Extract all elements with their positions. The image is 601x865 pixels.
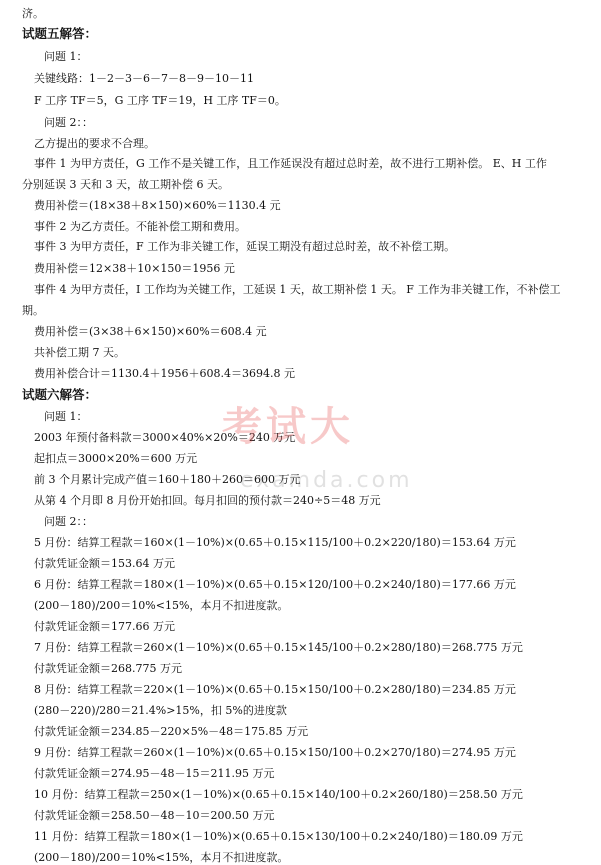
text-line: (200－180)/200＝10%<15%，本月不扣进度款。	[34, 599, 289, 612]
text-line: 10 月份：结算工程款＝250×(1－10%)×(0.65＋0.15×140/100＋0.2×260/180)＝258.50 万元	[34, 788, 523, 801]
text-line: 分别延误 3 天和 3 天，故工期补偿 6 天。	[22, 178, 229, 191]
text-line: 2003 年预付备料款＝3000×40%×20%＝240 万元	[34, 431, 296, 444]
text-line: 6 月份：结算工程款＝180×(1－10%)×(0.65＋0.15×120/100＋0.2×240/180)＝177.66 万元	[34, 578, 516, 591]
text-line: 问题 1：	[44, 410, 88, 423]
text-line: 付款凭证金额＝268.775 万元	[34, 662, 182, 675]
text-line: 8 月份：结算工程款＝220×(1－10%)×(0.65＋0.15×150/100＋0.2×280/180)＝234.85 万元	[34, 683, 516, 696]
text-line: 5 月份：结算工程款＝160×(1－10%)×(0.65＋0.15×115/100＋0.2×220/180)＝153.64 万元	[34, 536, 516, 549]
text-line: 费用补偿＝(18×38＋8×150)×60%＝1130.4 元	[34, 199, 281, 212]
text-line: 乙方提出的要求不合理。	[34, 137, 155, 150]
text-line: 问题 2：：	[44, 515, 93, 528]
watermark-cn: 考试大	[222, 404, 354, 450]
text-line: 前 3 个月累计完成产值＝160＋180＋260＝600 万元	[34, 473, 301, 486]
text-line: 问题 2：：	[44, 116, 93, 129]
text-line: 付款凭证金额＝274.95－48－15＝211.95 万元	[34, 767, 275, 780]
text-line: 付款凭证金额＝153.64 万元	[34, 557, 175, 570]
text-line: 事件 1 为甲方责任，G 工作不是关键工作，且工作延误没有超过总时差，故不进行工期补偿。 E、H 工作	[34, 157, 547, 170]
text-line: 付款凭证金额＝177.66 万元	[34, 620, 175, 633]
text-line: 11 月份：结算工程款＝180×(1－10%)×(0.65＋0.15×130/100＋0.2×240/180)＝180.09 万元	[34, 830, 523, 843]
section-heading: 试题五解答：	[22, 26, 98, 41]
text-line: F 工序 TF＝5，G 工序 TF＝19，H 工序 TF＝0。	[34, 94, 286, 107]
text-line: 7 月份：结算工程款＝260×(1－10%)×(0.65＋0.15×145/100＋0.2×280/180)＝268.775 万元	[34, 641, 523, 654]
text-line: 费用补偿＝(3×38＋6×150)×60%＝608.4 元	[34, 325, 267, 338]
text-line: 事件 4 为甲方责任，I 工作均为关键工作，工延误 1 天，故工期补偿 1 天。 F 工作为非关键工作，不补偿工	[34, 283, 561, 296]
section-heading: 试题六解答：	[22, 387, 98, 402]
text-line: 期。	[22, 304, 44, 317]
text-line: 从第 4 个月即 8 月份开始扣回。每月扣回的预付款＝240÷5＝48 万元	[34, 494, 381, 507]
text-line: (280－220)/280＝21.4%>15%，扣 5%的进度款	[34, 704, 287, 717]
text-line: 共补偿工期 7 天。	[34, 346, 125, 359]
text-line: 9 月份：结算工程款＝260×(1－10%)×(0.65＋0.15×150/100＋0.2×270/180)＝274.95 万元	[34, 746, 516, 759]
text-line: 事件 2 为乙方责任。不能补偿工期和费用。	[34, 220, 246, 233]
text-line: 问题 1：	[44, 50, 88, 63]
text-line: 关键线路：1－2－3－6－7－8－9－10－11	[34, 72, 254, 85]
text-line: 起扣点＝3000×20%＝600 万元	[34, 452, 198, 465]
text-line: 费用补偿＝12×38＋10×150＝1956 元	[34, 262, 235, 275]
text-line: 济。	[22, 7, 44, 20]
text-line: 费用补偿合计＝1130.4＋1956＋608.4＝3694.8 元	[34, 367, 295, 380]
text-line: (200－180)/200＝10%<15%，本月不扣进度款。	[34, 851, 289, 864]
text-line: 付款凭证金额＝258.50－48－10＝200.50 万元	[34, 809, 275, 822]
text-line: 付款凭证金额＝234.85－220×5%－48＝175.85 万元	[34, 725, 309, 738]
text-line: 事件 3 为甲方责任，F 工作为非关键工作，延误工期没有超过总时差，故不补偿工期。	[34, 240, 456, 253]
watermark-en: examda.com	[240, 468, 413, 493]
